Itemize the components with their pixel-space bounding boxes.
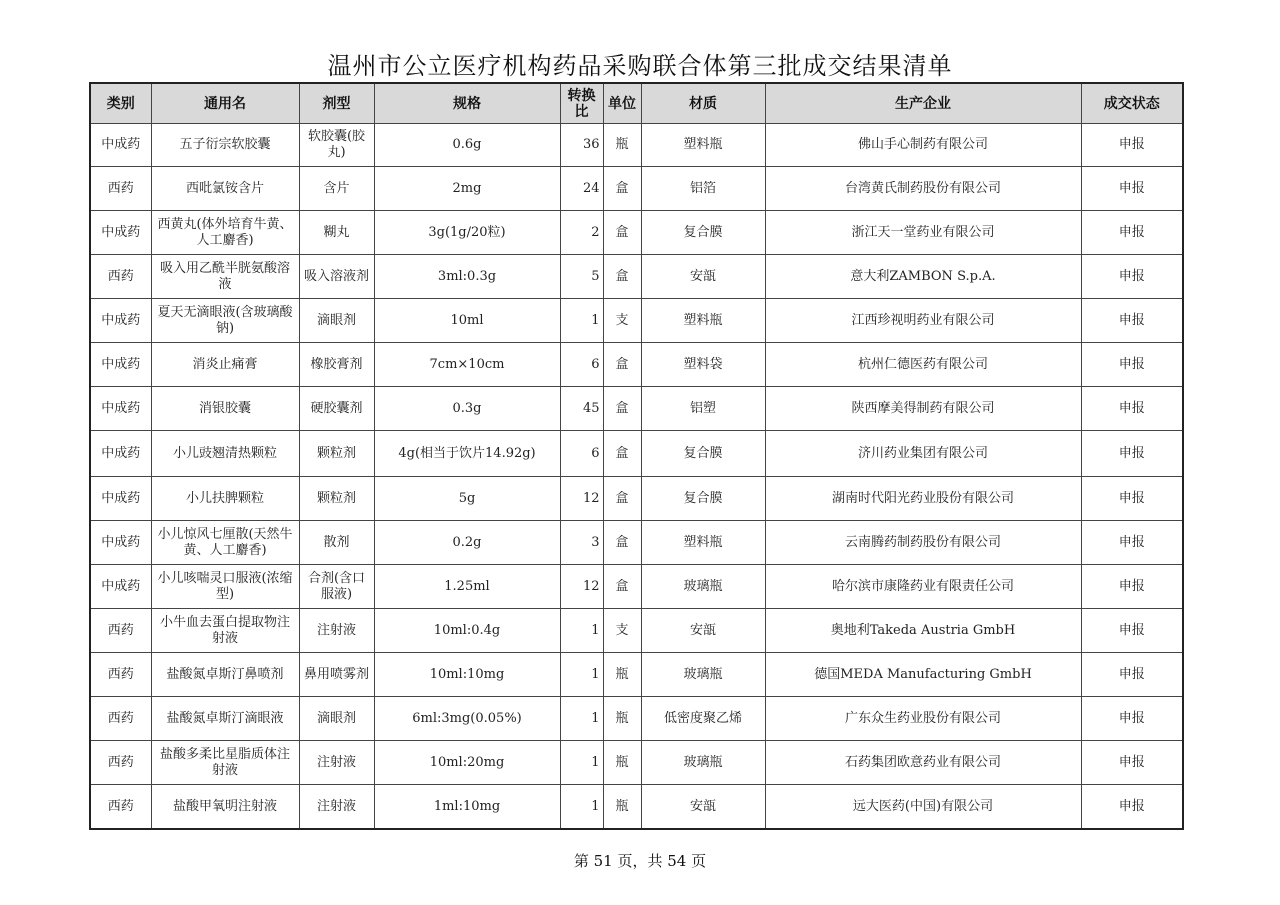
specification-cell: 0.2g: [374, 521, 560, 565]
deal-status-cell: 申报: [1081, 565, 1183, 609]
procurement-results-table: [89, 82, 1184, 830]
manufacturer-cell: 台湾黄氏制药股份有限公司: [765, 167, 1081, 211]
manufacturer-cell: 浙江天一堂药业有限公司: [765, 211, 1081, 255]
dosage-form-cell: 鼻用喷雾剂: [299, 653, 374, 697]
generic-name-cell: 盐酸氮卓斯汀滴眼液: [151, 697, 299, 741]
manufacturer-cell: 云南腾药制药股份有限公司: [765, 521, 1081, 565]
table-row: [90, 653, 1183, 697]
unit-cell: 盒: [603, 477, 641, 521]
category-cell: 中成药: [90, 343, 151, 387]
category-cell: 中成药: [90, 124, 151, 167]
deal-status-cell: 申报: [1081, 431, 1183, 477]
generic-name-cell: 西吡氯铵含片: [151, 167, 299, 211]
unit-cell: 盒: [603, 343, 641, 387]
manufacturer-cell: 湖南时代阳光药业股份有限公司: [765, 477, 1081, 521]
conversion-ratio-cell: 5: [560, 255, 603, 299]
table-body: [90, 124, 1183, 830]
generic-name-cell: 消炎止痛膏: [151, 343, 299, 387]
category-cell: 中成药: [90, 299, 151, 343]
dosage-form-cell: 合剂(含口服液): [299, 565, 374, 609]
specification-cell: 1.25ml: [374, 565, 560, 609]
deal-status-cell: 申报: [1081, 299, 1183, 343]
unit-cell: 瓶: [603, 741, 641, 785]
deal-status-cell: 申报: [1081, 343, 1183, 387]
generic-name-cell: 吸入用乙酰半胱氨酸溶液: [151, 255, 299, 299]
conversion-ratio-cell: 1: [560, 741, 603, 785]
category-cell: 中成药: [90, 211, 151, 255]
material-cell: 铝箔: [641, 167, 765, 211]
conversion-ratio-cell: 12: [560, 477, 603, 521]
dosage-form-cell: 软胶囊(胶丸): [299, 124, 374, 167]
column-header-dosage-form: 剂型: [299, 83, 374, 124]
conversion-ratio-cell: 2: [560, 211, 603, 255]
specification-cell: 0.6g: [374, 124, 560, 167]
dosage-form-cell: 颗粒剂: [299, 477, 374, 521]
dosage-form-cell: 滴眼剂: [299, 299, 374, 343]
deal-status-cell: 申报: [1081, 124, 1183, 167]
category-cell: 中成药: [90, 477, 151, 521]
conversion-ratio-cell: 24: [560, 167, 603, 211]
conversion-ratio-cell: 1: [560, 653, 603, 697]
table-row: [90, 167, 1183, 211]
generic-name-cell: 五子衍宗软胶囊: [151, 124, 299, 167]
dosage-form-cell: 糊丸: [299, 211, 374, 255]
table-row: [90, 431, 1183, 477]
column-header-conversion-ratio: 转换比: [560, 83, 603, 124]
unit-cell: 瓶: [603, 653, 641, 697]
unit-cell: 瓶: [603, 124, 641, 167]
generic-name-cell: 小儿扶脾颗粒: [151, 477, 299, 521]
deal-status-cell: 申报: [1081, 255, 1183, 299]
unit-cell: 盒: [603, 387, 641, 431]
generic-name-cell: 西黄丸(体外培育牛黄、人工麝香): [151, 211, 299, 255]
generic-name-cell: 小牛血去蛋白提取物注射液: [151, 609, 299, 653]
generic-name-cell: 盐酸甲氧明注射液: [151, 785, 299, 830]
material-cell: 塑料袋: [641, 343, 765, 387]
generic-name-cell: 小儿咳喘灵口服液(浓缩型): [151, 565, 299, 609]
unit-cell: 盒: [603, 431, 641, 477]
specification-cell: 10ml: [374, 299, 560, 343]
specification-cell: 2mg: [374, 167, 560, 211]
column-header-material: 材质: [641, 83, 765, 124]
category-cell: 西药: [90, 741, 151, 785]
column-header-specification: 规格: [374, 83, 560, 124]
manufacturer-cell: 远大医药(中国)有限公司: [765, 785, 1081, 830]
specification-cell: 10ml:20mg: [374, 741, 560, 785]
table-row: [90, 609, 1183, 653]
material-cell: 安瓿: [641, 255, 765, 299]
manufacturer-cell: 陕西摩美得制药有限公司: [765, 387, 1081, 431]
manufacturer-cell: 佛山手心制药有限公司: [765, 124, 1081, 167]
table-row: [90, 741, 1183, 785]
unit-cell: 瓶: [603, 697, 641, 741]
generic-name-cell: 小儿惊风七厘散(天然牛黄、人工麝香): [151, 521, 299, 565]
conversion-ratio-cell: 3: [560, 521, 603, 565]
deal-status-cell: 申报: [1081, 521, 1183, 565]
dosage-form-cell: 吸入溶液剂: [299, 255, 374, 299]
unit-cell: 瓶: [603, 785, 641, 830]
category-cell: 西药: [90, 785, 151, 830]
category-cell: 西药: [90, 609, 151, 653]
deal-status-cell: 申报: [1081, 609, 1183, 653]
conversion-ratio-cell: 12: [560, 565, 603, 609]
manufacturer-cell: 广东众生药业股份有限公司: [765, 697, 1081, 741]
unit-cell: 盒: [603, 211, 641, 255]
manufacturer-cell: 意大利ZAMBON S.p.A.: [765, 255, 1081, 299]
material-cell: 塑料瓶: [641, 124, 765, 167]
manufacturer-cell: 奥地利Takeda Austria GmbH: [765, 609, 1081, 653]
table-row: [90, 387, 1183, 431]
specification-cell: 5g: [374, 477, 560, 521]
category-cell: 中成药: [90, 521, 151, 565]
specification-cell: 3ml:0.3g: [374, 255, 560, 299]
material-cell: 玻璃瓶: [641, 653, 765, 697]
material-cell: 玻璃瓶: [641, 565, 765, 609]
deal-status-cell: 申报: [1081, 477, 1183, 521]
unit-cell: 盒: [603, 565, 641, 609]
unit-cell: 盒: [603, 255, 641, 299]
manufacturer-cell: 济川药业集团有限公司: [765, 431, 1081, 477]
specification-cell: 3g(1g/20粒): [374, 211, 560, 255]
deal-status-cell: 申报: [1081, 387, 1183, 431]
material-cell: 复合膜: [641, 211, 765, 255]
table-row: [90, 565, 1183, 609]
table-row: [90, 343, 1183, 387]
conversion-ratio-cell: 6: [560, 431, 603, 477]
deal-status-cell: 申报: [1081, 167, 1183, 211]
generic-name-cell: 消银胶囊: [151, 387, 299, 431]
page-number: 第 51 页，共 54 页: [573, 852, 707, 870]
manufacturer-cell: 哈尔滨市康隆药业有限责任公司: [765, 565, 1081, 609]
conversion-ratio-cell: 36: [560, 124, 603, 167]
deal-status-cell: 申报: [1081, 211, 1183, 255]
table-row: [90, 211, 1183, 255]
deal-status-cell: 申报: [1081, 785, 1183, 830]
table-row: [90, 697, 1183, 741]
manufacturer-cell: 德国MEDA Manufacturing GmbH: [765, 653, 1081, 697]
generic-name-cell: 盐酸氮卓斯汀鼻喷剂: [151, 653, 299, 697]
material-cell: 低密度聚乙烯: [641, 697, 765, 741]
conversion-ratio-cell: 1: [560, 697, 603, 741]
table-row: [90, 477, 1183, 521]
unit-cell: 支: [603, 299, 641, 343]
specification-cell: 0.3g: [374, 387, 560, 431]
column-header-category: 类别: [90, 83, 151, 124]
category-cell: 中成药: [90, 431, 151, 477]
manufacturer-cell: 杭州仁德医药有限公司: [765, 343, 1081, 387]
material-cell: 安瓿: [641, 785, 765, 830]
deal-status-cell: 申报: [1081, 653, 1183, 697]
dosage-form-cell: 滴眼剂: [299, 697, 374, 741]
column-header-deal-status: 成交状态: [1081, 83, 1183, 124]
table-header-row: [90, 83, 1183, 124]
conversion-ratio-cell: 1: [560, 299, 603, 343]
unit-cell: 盒: [603, 521, 641, 565]
dosage-form-cell: 注射液: [299, 741, 374, 785]
conversion-ratio-cell: 6: [560, 343, 603, 387]
material-cell: 塑料瓶: [641, 521, 765, 565]
dosage-form-cell: 散剂: [299, 521, 374, 565]
material-cell: 塑料瓶: [641, 299, 765, 343]
dosage-form-cell: 橡胶膏剂: [299, 343, 374, 387]
unit-cell: 盒: [603, 167, 641, 211]
column-header-manufacturer: 生产企业: [765, 83, 1081, 124]
table-row: [90, 785, 1183, 830]
specification-cell: 4g(相当于饮片14.92g): [374, 431, 560, 477]
specification-cell: 6ml:3mg(0.05%): [374, 697, 560, 741]
category-cell: 西药: [90, 697, 151, 741]
dosage-form-cell: 含片: [299, 167, 374, 211]
category-cell: 西药: [90, 255, 151, 299]
dosage-form-cell: 硬胶囊剂: [299, 387, 374, 431]
category-cell: 西药: [90, 653, 151, 697]
dosage-form-cell: 注射液: [299, 609, 374, 653]
conversion-ratio-cell: 1: [560, 785, 603, 830]
column-header-generic-name: 通用名: [151, 83, 299, 124]
generic-name-cell: 盐酸多柔比星脂质体注射液: [151, 741, 299, 785]
category-cell: 中成药: [90, 565, 151, 609]
generic-name-cell: 夏天无滴眼液(含玻璃酸钠): [151, 299, 299, 343]
material-cell: 玻璃瓶: [641, 741, 765, 785]
specification-cell: 10ml:10mg: [374, 653, 560, 697]
table-row: [90, 521, 1183, 565]
material-cell: 复合膜: [641, 431, 765, 477]
table-row: [90, 124, 1183, 167]
document-title: 温州市公立医疗机构药品采购联合体第三批成交结果清单: [327, 52, 953, 80]
deal-status-cell: 申报: [1081, 697, 1183, 741]
dosage-form-cell: 颗粒剂: [299, 431, 374, 477]
generic-name-cell: 小儿豉翘清热颗粒: [151, 431, 299, 477]
specification-cell: 1ml:10mg: [374, 785, 560, 830]
dosage-form-cell: 注射液: [299, 785, 374, 830]
specification-cell: 7cm×10cm: [374, 343, 560, 387]
column-header-unit: 单位: [603, 83, 641, 124]
table-row: [90, 255, 1183, 299]
unit-cell: 支: [603, 609, 641, 653]
material-cell: 复合膜: [641, 477, 765, 521]
manufacturer-cell: 石药集团欧意药业有限公司: [765, 741, 1081, 785]
deal-status-cell: 申报: [1081, 741, 1183, 785]
category-cell: 西药: [90, 167, 151, 211]
category-cell: 中成药: [90, 387, 151, 431]
material-cell: 安瓿: [641, 609, 765, 653]
table-row: [90, 299, 1183, 343]
material-cell: 铝塑: [641, 387, 765, 431]
specification-cell: 10ml:0.4g: [374, 609, 560, 653]
conversion-ratio-cell: 45: [560, 387, 603, 431]
manufacturer-cell: 江西珍视明药业有限公司: [765, 299, 1081, 343]
conversion-ratio-cell: 1: [560, 609, 603, 653]
